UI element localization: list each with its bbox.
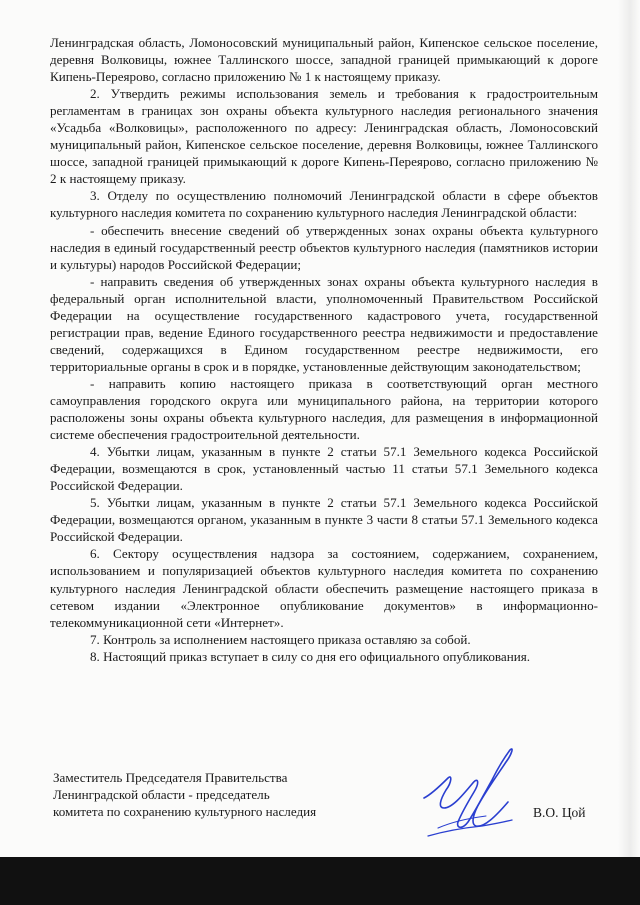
paragraph-item-8: 8. Настоящий приказ вступает в силу со дня его официального опубликования. <box>90 648 531 664</box>
signatory-name: В.О. Цой <box>533 805 586 820</box>
paragraph-item-5: 5. Убытки лицам, указанным в пункте 2 статьи 57.1 Земельного кодекса Российской Федерации, возмещаются органом, указанным в пункте 3 части 8 статьи 57.1 Земельного кодекса Российской Федерации. <box>50 495 598 545</box>
paragraph-item-6: 6. Сектору осуществления надзора за состоянием, содержанием, сохранением, использованием и популяризацией объектов культурного наследия комитета по сохранению культурного наследия Ленинградской области обеспечить размещение настоящего приказа в сетевом издании «Электронное опубликование документов» в информационно-телекоммуникационной сети «Интернет». <box>50 546 598 630</box>
paragraph-item-3-bullet-3: - направить копию настоящего приказа в соответствующий орган местного самоуправления городского округа или муниципального района, на территории которого расположены зоны охраны объекта культурного наследия, для размещения в информационной системе обеспечения градостроительной деятельности. <box>50 375 598 443</box>
paragraph-item-4: 4. Убытки лицам, указанным в пункте 2 статьи 57.1 Земельного кодекса Российской Федерации, возмещаются в срок, установленный частью 11 статьи 57.1 Земельного кодекса Российской Федерации. <box>50 444 598 494</box>
paragraph-item-7: 7. Контроль за исполнением настоящего приказа оставляю за собой. <box>90 631 471 647</box>
paragraph-item-3: 3. Отделу по осуществлению полномочий Ленинградской области в сфере объектов культурного наследия комитета по сохранению культурного наследия Ленинградской области: <box>50 188 598 221</box>
paragraph-continuation: Ленинградская область, Ломоносовский муниципальный район, Кипенское сельское поселение, деревня Волковицы, южнее Таллинского шоссе, западной границей примыкающий к дороге Кипень-Переярово, согласно приложению № 1 к настоящему приказу. <box>50 35 598 85</box>
paragraph-item-2: 2. Утвердить режимы использования земель и требования к градостроительным регламентам в границах зон охраны объекта культурного наследия регионального значения «Усадьба «Волковицы», расположенного по адресу: Ленинградская область, Ломоносовский муниципальный район, Кипенское сельское поселение, деревня Волковицы, южнее Таллинского шоссе, западной границей примыкающий к дороге Кипень-Переярово, согласно приложению № 2 к настоящему приказу. <box>50 86 598 187</box>
handwritten-signature <box>418 738 538 842</box>
signatory-position <box>53 769 316 820</box>
paragraph-item-3-bullet-2: - направить сведения об утвержденных зонах охраны объекта культурного наследия в федеральный орган исполнительной власти, уполномоченный Правительством Российской Федерации на осуществление государственного кадастрового учета, государственной регистрации прав, ведение Единого государственного реестра недвижимости и предоставление сведений, содержащихся в Едином государственном реестре недвижимости, его территориальные органы в срок и в порядке, установленные действующим законодательством; <box>50 273 598 374</box>
document-body <box>50 34 598 665</box>
signatory-position-line: Ленинградской области - председатель <box>53 787 270 802</box>
paragraph-item-3-bullet-1: - обеспечить внесение сведений об утвержденных зонах охраны объекта культурного наследия в единый государственный реестр объектов культурного наследия (памятников истории и культуры) народов Российской Федерации; <box>50 222 598 272</box>
signatory-position-line: комитета по сохранению культурного наследия <box>53 804 317 819</box>
signatory-position-line: Заместитель Председателя Правительства <box>53 770 288 785</box>
scan-edge-shadow <box>618 0 640 905</box>
scan-border <box>0 857 640 905</box>
